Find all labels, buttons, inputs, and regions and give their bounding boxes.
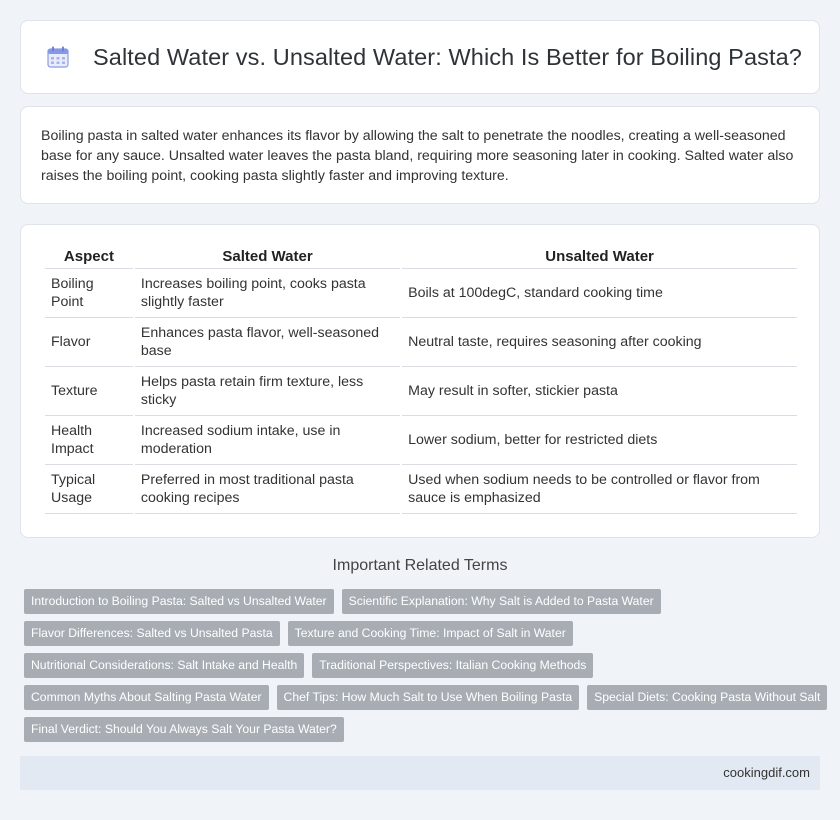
related-term-tag[interactable]: Scientific Explanation: Why Salt is Added to Pasta Water bbox=[342, 589, 661, 614]
related-term-tag[interactable]: Introduction to Boiling Pasta: Salted vs Unsalted Water bbox=[24, 589, 334, 614]
related-term-tag[interactable]: Texture and Cooking Time: Impact of Salt in Water bbox=[288, 621, 573, 646]
comparison-table-card bbox=[20, 224, 820, 538]
header-salted: Salted Water bbox=[135, 245, 400, 269]
table-row bbox=[45, 465, 797, 514]
related-terms-list bbox=[24, 589, 824, 749]
table-row bbox=[45, 318, 797, 367]
header-card bbox=[20, 20, 820, 94]
intro-card bbox=[20, 106, 820, 204]
footer-site-link[interactable]: cookingdif.com bbox=[723, 765, 810, 780]
table-row bbox=[45, 416, 797, 465]
table-header-row bbox=[45, 245, 797, 269]
calendar-icon bbox=[47, 46, 69, 68]
related-term-tag[interactable]: Traditional Perspectives: Italian Cooking Methods bbox=[312, 653, 593, 678]
footer bbox=[20, 756, 820, 790]
table-row bbox=[45, 367, 797, 416]
cell-unsalted: Lower sodium, better for restricted diets bbox=[402, 416, 797, 465]
header-unsalted: Unsalted Water bbox=[402, 245, 797, 269]
table-row bbox=[45, 269, 797, 318]
comparison-table bbox=[43, 245, 799, 514]
cell-unsalted: May result in softer, stickier pasta bbox=[402, 367, 797, 416]
cell-salted: Helps pasta retain firm texture, less sticky bbox=[135, 367, 400, 416]
cell-aspect: Flavor bbox=[45, 318, 133, 367]
cell-aspect: Boiling Point bbox=[45, 269, 133, 318]
cell-aspect: Texture bbox=[45, 367, 133, 416]
cell-unsalted: Neutral taste, requires seasoning after cooking bbox=[402, 318, 797, 367]
related-term-tag[interactable]: Common Myths About Salting Pasta Water bbox=[24, 685, 269, 710]
related-term-tag[interactable]: Special Diets: Cooking Pasta Without Salt bbox=[587, 685, 827, 710]
intro-paragraph: Boiling pasta in salted water enhances its flavor by allowing the salt to penetrate the noodles, creating a well-seasoned base for any sauce. Unsalted water leaves the pasta bland, requiring more seasoning later in cooking. Salted water also raises the boiling point, cooking pasta slightly faster and improving texture. bbox=[41, 128, 794, 184]
related-term-tag[interactable]: Chef Tips: How Much Salt to Use When Boiling Pasta bbox=[277, 685, 580, 710]
header-aspect: Aspect bbox=[45, 245, 133, 269]
related-terms-heading: Important Related Terms bbox=[332, 557, 508, 574]
cell-salted: Increased sodium intake, use in moderation bbox=[135, 416, 400, 465]
page-title: Salted Water vs. Unsalted Water: Which Is Better for Boiling Pasta? bbox=[93, 43, 802, 70]
cell-salted: Enhances pasta flavor, well-seasoned base bbox=[135, 318, 400, 367]
related-term-tag[interactable]: Final Verdict: Should You Always Salt Your Pasta Water? bbox=[24, 717, 344, 742]
cell-aspect: Health Impact bbox=[45, 416, 133, 465]
cell-salted: Increases boiling point, cooks pasta slightly faster bbox=[135, 269, 400, 318]
cell-unsalted: Used when sodium needs to be controlled or flavor from sauce is emphasized bbox=[402, 465, 797, 514]
cell-aspect: Typical Usage bbox=[45, 465, 133, 514]
related-term-tag[interactable]: Flavor Differences: Salted vs Unsalted Pasta bbox=[24, 621, 280, 646]
cell-salted: Preferred in most traditional pasta cooking recipes bbox=[135, 465, 400, 514]
cell-unsalted: Boils at 100degC, standard cooking time bbox=[402, 269, 797, 318]
related-term-tag[interactable]: Nutritional Considerations: Salt Intake and Health bbox=[24, 653, 304, 678]
